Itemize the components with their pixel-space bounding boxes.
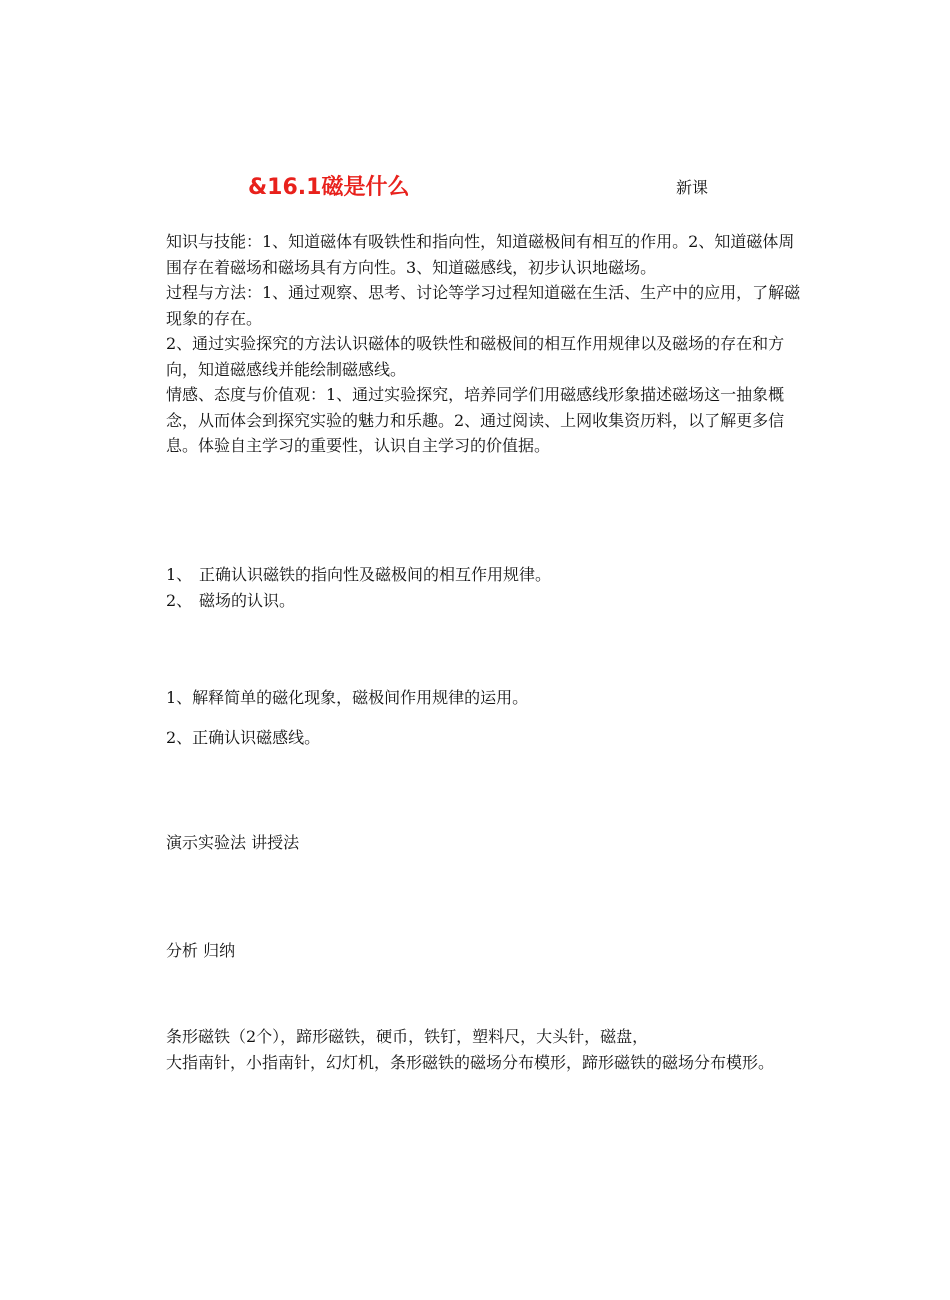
objective-knowledge: 知识与技能：1、知道磁体有吸铁性和指向性，知道磁极间有相互的作用。2、知道磁体周围存在着磁场和磁场具有方向性。3、知道磁感线，初步认识地磁场。 bbox=[166, 232, 795, 277]
objective-process-2: 2、通过实验探究的方法认识磁体的吸铁性和磁极间的相互作用规律以及磁场的存在和方向，知道磁感线并能绘制磁感线。 bbox=[166, 334, 785, 379]
learning-methods-text: 分析 归纳 bbox=[166, 941, 236, 960]
materials-line: 大指南针，小指南针，幻灯机，条形磁铁的磁场分布模形，蹄形磁铁的磁场分布模形。 bbox=[166, 1052, 775, 1072]
materials-line: 条形磁铁（2个），蹄形磁铁，硬币，铁钉，塑料尺，大头针，磁盘， bbox=[166, 1027, 649, 1046]
objective-process: 过程与方法：1、通过观察、思考、讨论等学习过程知道磁在生活、生产中的应用，了解磁现象的存在。 bbox=[166, 283, 801, 328]
lesson-type-label: 新课 bbox=[676, 178, 709, 197]
difficulty-item: 1、解释简单的磁化现象，磁极间作用规律的运用。 bbox=[166, 688, 529, 707]
objectives-section bbox=[166, 229, 806, 459]
key-points-section bbox=[166, 562, 806, 613]
key-point-text: 磁场的认识。 bbox=[199, 590, 296, 610]
materials-section bbox=[166, 1024, 806, 1075]
key-point-number: 2、 bbox=[166, 590, 193, 610]
teaching-methods-text: 演示实验法 讲授法 bbox=[166, 833, 300, 852]
learning-methods-section bbox=[166, 938, 806, 964]
teaching-methods-section bbox=[166, 830, 806, 856]
key-point-item bbox=[166, 562, 806, 588]
key-point-text: 正确认识磁铁的指向性及磁极间的相互作用规律。 bbox=[199, 565, 552, 584]
difficulty-item: 2、正确认识磁感线。 bbox=[166, 728, 321, 747]
objective-emotion: 情感、态度与价值观：1、通过实验探究，培养同学们用磁感线形象描述磁场这一抽象概念，从而体会到探究实验的魅力和乐趣。2、通过阅读、上网收集资历料，以了解更多信息。体验自主学习的重要性，认识自主学习的价值据。 bbox=[166, 385, 785, 455]
difficulties-section bbox=[166, 686, 806, 750]
key-point-number: 1、 bbox=[166, 565, 193, 584]
key-point-item bbox=[166, 588, 806, 614]
page-title: &16.1磁是什么 bbox=[248, 175, 410, 200]
